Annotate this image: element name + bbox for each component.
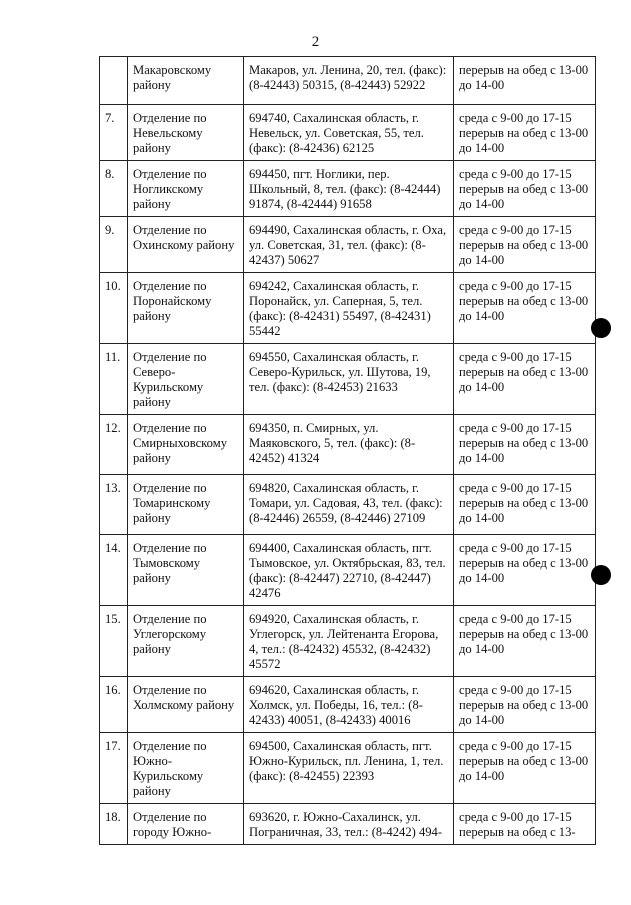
table-row xyxy=(100,606,596,677)
table-row xyxy=(100,273,596,344)
office-hours: среда с 9-00 до 17-15 перерыв на обед с 13-00 до 14-00 xyxy=(454,535,596,606)
office-name: Отделение по Томаринскому району xyxy=(128,475,244,535)
office-hours: перерыв на обед с 13-00 до 14-00 xyxy=(454,57,596,105)
office-name: Отделение по Тымовскому району xyxy=(128,535,244,606)
office-hours: среда с 9-00 до 17-15 перерыв на обед с 13-00 до 14-00 xyxy=(454,677,596,733)
table-row xyxy=(100,475,596,535)
office-name: Отделение по Ногликскому району xyxy=(128,161,244,217)
row-number: 13. xyxy=(100,475,128,535)
office-name: Макаровскому району xyxy=(128,57,244,105)
office-hours: среда с 9-00 до 17-15 перерыв на обед с 13-00 до 14-00 xyxy=(454,733,596,804)
row-number: 17. xyxy=(100,733,128,804)
table-row xyxy=(100,105,596,161)
office-hours: среда с 9-00 до 17-15 перерыв на обед с 13-00 до 14-00 xyxy=(454,273,596,344)
row-number: 9. xyxy=(100,217,128,273)
office-name: Отделение по Углегорскому району xyxy=(128,606,244,677)
office-hours: среда с 9-00 до 17-15 перерыв на обед с 13-00 до 14-00 xyxy=(454,217,596,273)
row-number: 14. xyxy=(100,535,128,606)
office-hours: среда с 9-00 до 17-15 перерыв на обед с 13-00 до 14-00 xyxy=(454,105,596,161)
office-hours: среда с 9-00 до 17-15 перерыв на обед с 13-00 до 14-00 xyxy=(454,415,596,475)
row-number: 10. xyxy=(100,273,128,344)
page-number: 2 xyxy=(311,34,320,50)
office-name: Отделение по Южно-Курильскому району xyxy=(128,733,244,804)
office-address: 694500, Сахалинская область, пгт. Южно-Курильск, пл. Ленина, 1, тел. (факс): (8-42455) 22393 xyxy=(244,733,454,804)
office-name: Отделение по Северо-Курильскому району xyxy=(128,344,244,415)
row-number: 8. xyxy=(100,161,128,217)
offices-table-body xyxy=(100,57,596,845)
punch-hole-mark xyxy=(591,318,611,338)
table-row xyxy=(100,344,596,415)
offices-table xyxy=(99,56,596,845)
office-name: Отделение по Охинскому району xyxy=(128,217,244,273)
office-address: 694450, пгт. Ноглики, пер. Школьный, 8, тел. (факс): (8-42444) 91874, (8-42444) 91658 xyxy=(244,161,454,217)
office-address: 694400, Сахалинская область, пгт. Тымовское, ул. Октябрьская, 83, тел. (факс): (8-42447) 22710, (8-42447) 42476 xyxy=(244,535,454,606)
office-name: Отделение по Холмскому району xyxy=(128,677,244,733)
office-hours: среда с 9-00 до 17-15 перерыв на обед с 13- xyxy=(454,804,596,845)
office-address: 694242, Сахалинская область, г. Поронайск, ул. Саперная, 5, тел. (факс): (8-42431) 55497, (8-42431) 55442 xyxy=(244,273,454,344)
row-number xyxy=(100,57,128,105)
table-row xyxy=(100,415,596,475)
office-name: Отделение по Невельскому району xyxy=(128,105,244,161)
office-name: Отделение по Поронайскому району xyxy=(128,273,244,344)
office-name: Отделение по городу Южно- xyxy=(128,804,244,845)
office-address: Макаров, ул. Ленина, 20, тел. (факс): (8-42443) 50315, (8-42443) 52922 xyxy=(244,57,454,105)
table-row xyxy=(100,57,596,105)
office-address: 694820, Сахалинская область, г. Томари, ул. Садовая, 43, тел. (факс): (8-42446) 26559, (8-42446) 27109 xyxy=(244,475,454,535)
punch-hole-mark xyxy=(591,565,611,585)
table-row xyxy=(100,733,596,804)
row-number: 15. xyxy=(100,606,128,677)
table-row xyxy=(100,161,596,217)
table-row xyxy=(100,677,596,733)
row-number: 11. xyxy=(100,344,128,415)
row-number: 7. xyxy=(100,105,128,161)
office-hours: среда с 9-00 до 17-15 перерыв на обед с 13-00 до 14-00 xyxy=(454,475,596,535)
office-hours: среда с 9-00 до 17-15 перерыв на обед с 13-00 до 14-00 xyxy=(454,606,596,677)
row-number: 16. xyxy=(100,677,128,733)
office-address: 694350, п. Смирных, ул. Маяковского, 5, тел. (факс): (8-42452) 41324 xyxy=(244,415,454,475)
office-hours: среда с 9-00 до 17-15 перерыв на обед с 13-00 до 14-00 xyxy=(454,344,596,415)
row-number: 18. xyxy=(100,804,128,845)
office-hours: среда с 9-00 до 17-15 перерыв на обед с 13-00 до 14-00 xyxy=(454,161,596,217)
office-address: 694550, Сахалинская область, г. Северо-Курильск, ул. Шутова, 19, тел. (факс): (8-42453) 21633 xyxy=(244,344,454,415)
office-address: 693620, г. Южно-Сахалинск, ул. Пограничная, 33, тел.: (8-4242) 494- xyxy=(244,804,454,845)
office-address: 694740, Сахалинская область, г. Невельск, ул. Советская, 55, тел. (факс): (8-42436) 62125 xyxy=(244,105,454,161)
office-address: 694490, Сахалинская область, г. Оха, ул. Советская, 31, тел. (факс): (8-42437) 50627 xyxy=(244,217,454,273)
office-address: 694620, Сахалинская область, г. Холмск, ул. Победы, 16, тел.: (8-42433) 40051, (8-42433) 40016 xyxy=(244,677,454,733)
office-name: Отделение по Смирныховскому району xyxy=(128,415,244,475)
table-row xyxy=(100,535,596,606)
office-address: 694920, Сахалинская область, г. Углегорск, ул. Лейтенанта Егорова, 4, тел.: (8-42432) 45532, (8-42432) 45572 xyxy=(244,606,454,677)
table-row xyxy=(100,804,596,845)
row-number: 12. xyxy=(100,415,128,475)
table-row xyxy=(100,217,596,273)
